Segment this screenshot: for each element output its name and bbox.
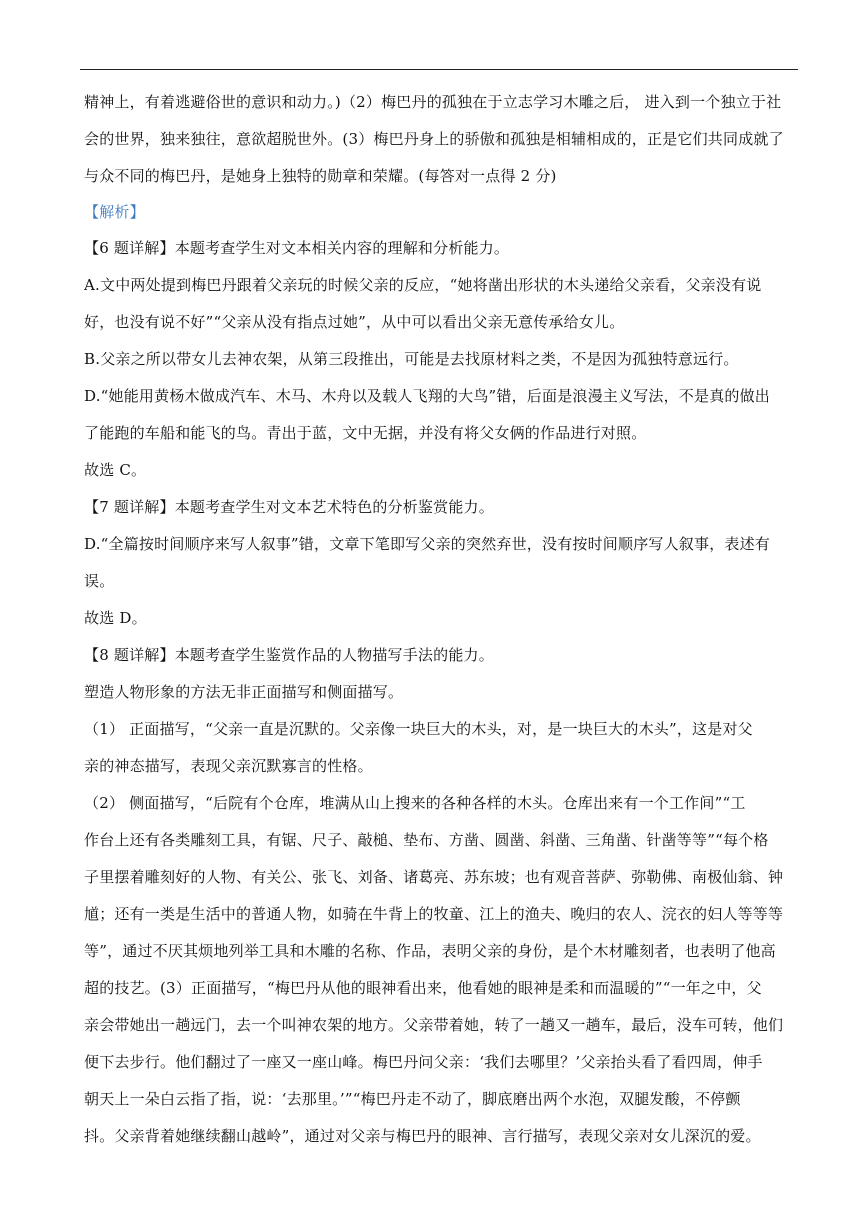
text-line: 了能跑的车船和能飞的鸟。青出于蓝，文中无据，并没有将父女俩的作品进行对照。 [84, 424, 647, 442]
question-7-heading: 【7 题详解】本题考查学生对文本艺术特色的分析鉴赏能力。 [84, 498, 494, 516]
document-body [84, 84, 794, 1155]
text-line: 与众不同的梅巴丹，是她身上独特的勋章和荣耀。(每答对一点得 2 分) [84, 167, 557, 185]
question-8-heading: 【8 题详解】本题考查学生鉴赏作品的人物描写手法的能力。 [84, 646, 494, 664]
text-line: 会的世界，独来独往，意欲超脱世外。(3）梅巴丹身上的骄傲和孤独是相辅相成的，正是它们共同成就了 [84, 130, 784, 148]
text-line: 精神上，有着逃避俗世的意识和动力。)（2）梅巴丹的孤独在于立志学习木雕之后， 进入到一个独立于社 [84, 93, 782, 111]
answer-line: 故选 D。 [84, 609, 147, 627]
text-line: 等”，通过不厌其烦地列举工具和木雕的名称、作品，表明父亲的身份，是个木材雕刻者，也表明了他高 [84, 942, 776, 960]
question-6-heading: 【6 题详解】本题考查学生对文本相关内容的理解和分析能力。 [84, 239, 510, 257]
text-line: （2） 侧面描写，“后院有个仓库，堆满从山上搜来的各种各样的木头。仓库出来有一个工作间”“工 [84, 794, 746, 812]
text-line: D.“全篇按时间顺序来写人叙事”错，文章下笔即写父亲的突然弃世，没有按时间顺序写人叙事，表述有 [84, 535, 771, 553]
text-line: 馗；还有一类是生活中的普通人物，如骑在牛背上的牧童、江上的渔夫、晚归的农人、浣衣的妇人等等等 [84, 905, 784, 923]
text-line: 朝天上一朵白云指了指，说：‘去那里。’”“梅巴丹走不动了，脚底磨出两个水泡，双腿发酸，不停颤 [84, 1090, 741, 1108]
text-line: 亲会带她出一趟远门，去一个叫神农架的地方。父亲带着她，转了一趟又一趟车，最后，没车可转，他们 [84, 1016, 784, 1034]
text-line: 便下去步行。他们翻过了一座又一座山峰。梅巴丹问父亲：‘我们去哪里？’父亲抬头看了看四周，伸手 [84, 1053, 763, 1071]
text-line: 子里摆着雕刻好的人物、有关公、张飞、刘备、诸葛亮、苏东坡；也有观音菩萨、弥勒佛、南极仙翁、钟 [84, 868, 784, 886]
text-line: 好，也没有说不好”“父亲从没有指点过她”，从中可以看出父亲无意传承给女儿。 [84, 313, 625, 331]
text-line: A.文中两处提到梅巴丹跟着父亲玩的时候父亲的反应，“她将凿出形状的木头递给父亲看，父亲没有说 [84, 276, 762, 294]
text-line: 抖。父亲背着她继续翻山越岭”，通过对父亲与梅巴丹的眼神、言行描写，表现父亲对女儿深沉的爱。 [84, 1127, 761, 1145]
text-line: 塑造人物形象的方法无非正面描写和侧面描写。 [84, 683, 404, 701]
text-line: 误。 [84, 572, 115, 590]
answer-line: 故选 C。 [84, 461, 147, 479]
text-line: D.“她能用黄杨木做成汽车、木马、木舟以及载人飞翔的大鸟”错，后面是浪漫主义写法，不是真的做出 [84, 387, 771, 405]
header-rule [80, 69, 798, 70]
text-line: 超的技艺。(3）正面描写，“梅巴丹从他的眼神看出来，他看她的眼神是柔和而温暖的”“一年之中，父 [84, 979, 762, 997]
text-line: （1） 正面描写，“父亲一直是沉默的。父亲像一块巨大的木头，对，是一块巨大的木头”，这是对父 [84, 720, 753, 738]
text-line: 作台上还有各类雕刻工具，有锯、尺子、敲槌、垫布、方凿、圆凿、斜凿、三角凿、针凿等等”“每个格 [84, 831, 769, 849]
text-line: B.父亲之所以带女儿去神农架，从第三段推出，可能是去找原材料之类，不是因为孤独特意远行。 [84, 350, 739, 368]
analysis-heading: 【解析】 [84, 203, 145, 221]
text-line: 亲的神态描写，表现父亲沉默寡言的性格。 [84, 757, 373, 775]
